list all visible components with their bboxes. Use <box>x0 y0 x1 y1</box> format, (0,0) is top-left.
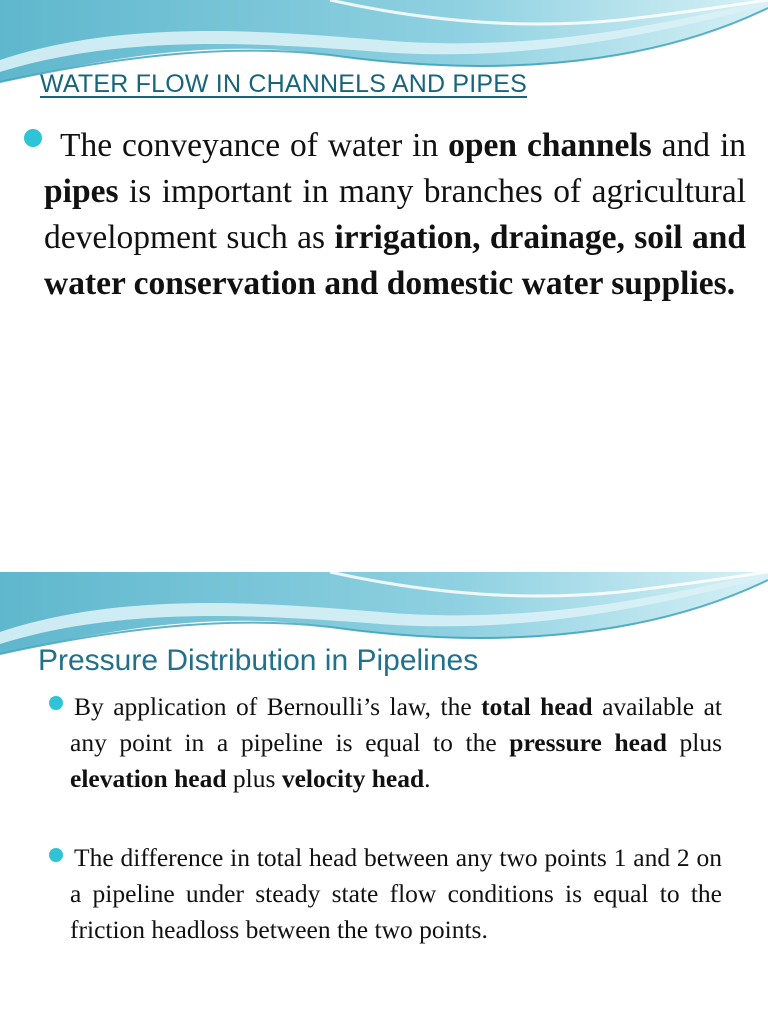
bullet-paragraph-2 <box>70 840 722 948</box>
text-segment: plus <box>226 764 282 793</box>
bullet-paragraph-1 <box>70 689 722 797</box>
text-segment: . <box>424 764 431 793</box>
bold-term-velocity-head: velocity head <box>281 764 425 793</box>
bold-term-open-channels: open channels <box>448 127 652 164</box>
bold-term-elevation-head: elevation head <box>70 764 227 793</box>
text-segment: is important in many branches of agricultural development such as <box>44 173 746 256</box>
text-segment: By application of Bernoulli’s law, the <box>74 692 482 721</box>
slide-paragraph <box>44 123 746 307</box>
bold-term-pipes: pipes <box>44 173 119 210</box>
bold-term-pressure-head: pressure head <box>509 728 667 757</box>
bullet-dot-icon <box>49 848 63 862</box>
slide-title: Pressure Distribution in Pipelines <box>38 644 479 677</box>
text-segment: The conveyance of water in <box>60 127 449 164</box>
slide-2 <box>0 572 768 1024</box>
bold-term-applications: irrigation, drainage, soil and water conservation and domestic water supplies. <box>44 219 747 302</box>
bullet-dot-icon <box>24 129 42 147</box>
bullet-dot-icon <box>49 696 63 710</box>
bold-term-total-head: total head <box>481 692 593 721</box>
slide-title: WATER FLOW IN CHANNELS AND PIPES <box>40 70 528 98</box>
text-segment: The difference in total head between any two points 1 and 2 on a pipeline under steady state flow conditions is equal to the friction headloss between the two points. <box>70 843 722 944</box>
text-segment: and in <box>651 127 746 164</box>
text-segment: available at any point in a pipeline is equal to the <box>70 692 722 757</box>
slide-separator <box>0 512 768 572</box>
text-segment: plus <box>666 728 722 757</box>
